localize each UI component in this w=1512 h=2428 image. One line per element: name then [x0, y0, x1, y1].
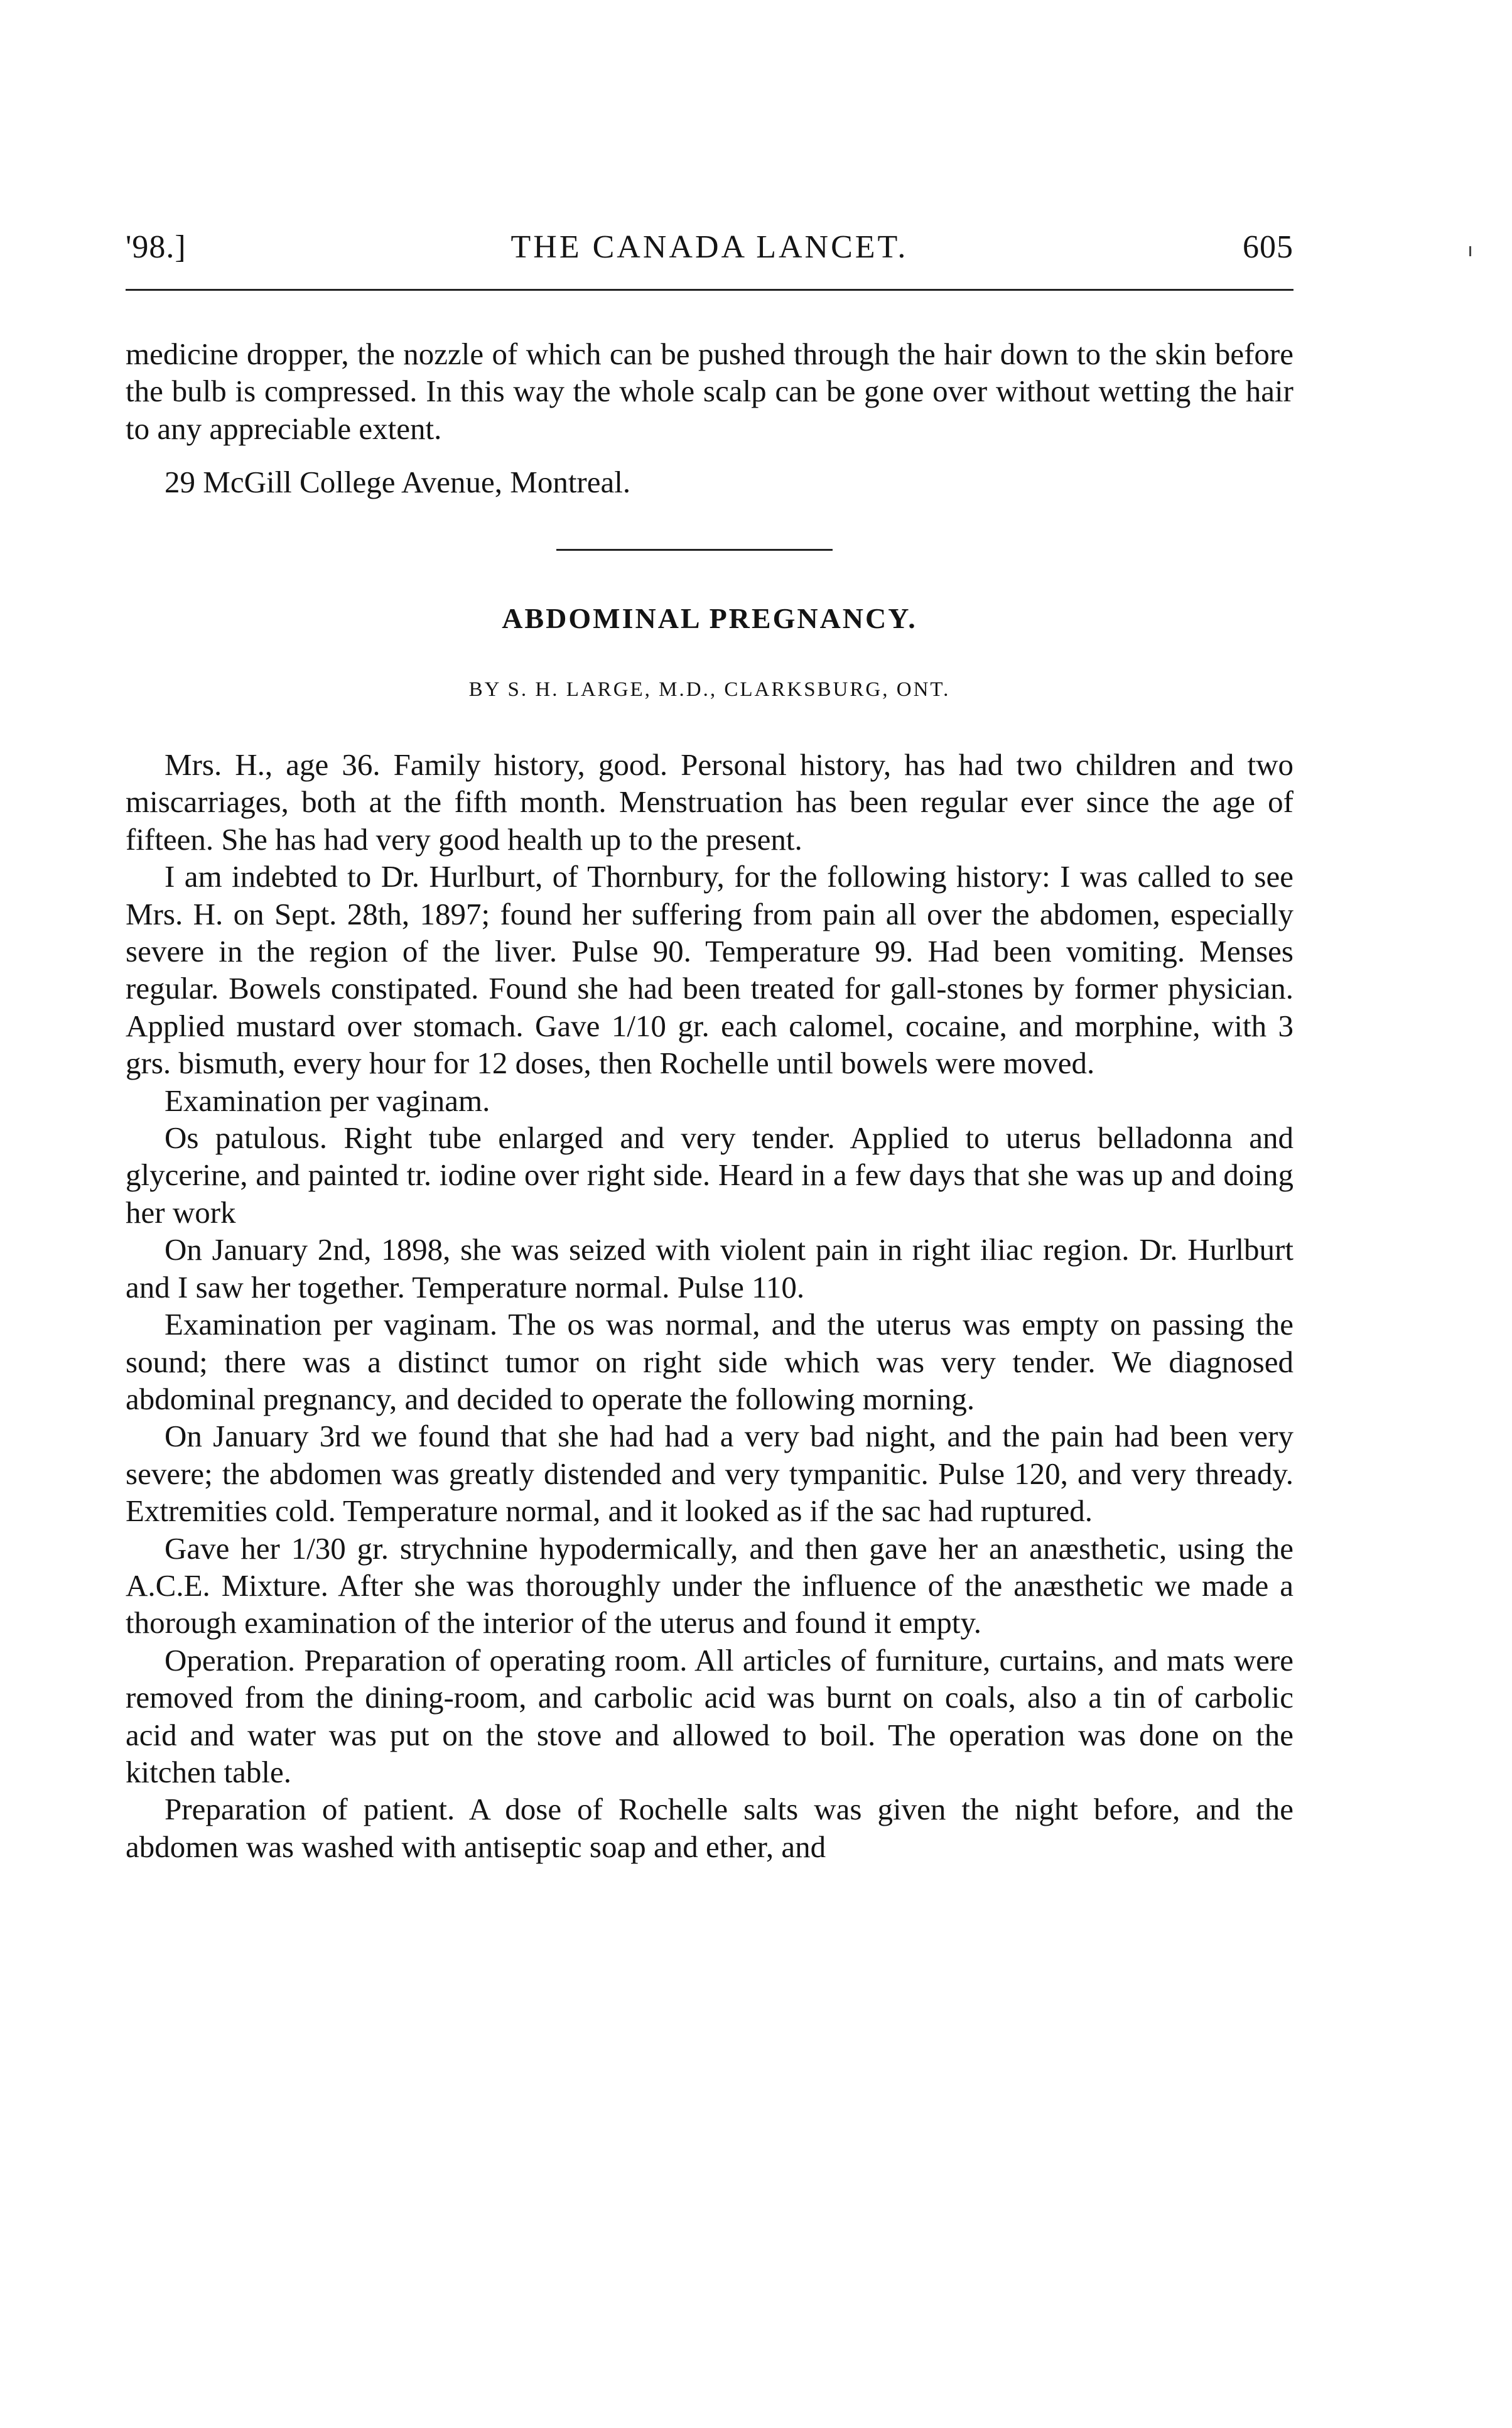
running-head [126, 229, 1293, 273]
paragraph: Gave her 1/30 gr. strychnine hypodermically, and then gave her an anæsthetic, using the A.C.E. Mixture. After she was thoroughly under the influence of the anæsthetic we made a thorough examination of the interior of the uterus and found it empty. [126, 1531, 1293, 1640]
article-byline: BY S. H. LARGE, M.D., CLARKSBURG, ONT. [468, 678, 951, 701]
paragraph: Preparation of patient. A dose of Rochelle salts was given the night before, and the abdomen was washed with antiseptic soap and ether, and [126, 1792, 1293, 1864]
author-address: 29 McGill College Avenue, Montreal. [165, 465, 631, 499]
paragraph: Operation. Preparation of operating room. All articles of furniture, curtains, and mats were removed from the dining-room, and carbolic acid was burnt on coals, also a tin of carbolic acid and water was put on the stove and allowed to boil. The operation was done on the kitchen table. [126, 1642, 1293, 1789]
year-reference: '98.] [126, 229, 186, 265]
page-number: 605 [1243, 229, 1293, 265]
continued-text: medicine dropper, the nozzle of which can be pushed through the hair down to the skin before the bulb is compressed. In this way the whole scalp can be gone over without wetting the hair to any appreciable extent. [126, 337, 1293, 446]
article-title: ABDOMINAL PREGNANCY. [502, 602, 917, 634]
article-body [126, 746, 1293, 1865]
paragraph: On January 3rd we found that she had had a very bad night, and the pain had been very severe; the abdomen was greatly distended and very tympanitic. Pulse 120, and very thready. Extremities cold. Temperature normal, and it looked as if the sac had ruptured. [126, 1419, 1293, 1529]
paragraph: Os patulous. Right tube enlarged and very tender. Applied to uterus belladonna and glycerine, and painted tr. iodine over right side. Heard in a few days that she was up and doing her work [126, 1120, 1293, 1230]
journal-title: THE CANADA LANCET. [510, 229, 909, 265]
paragraph: On January 2nd, 1898, she was seized with violent pain in right iliac region. Dr. Hurlburt and I saw her together. Temperature normal. Pulse 110. [126, 1232, 1293, 1304]
paragraph: I am indebted to Dr. Hurlburt, of Thornbury, for the following history: I was called to see Mrs. H. on Sept. 28th, 1897; found her suffering from pain all over the abdomen, especially severe in the region of the liver. Pulse 90. Temperature 99. Had been vomiting. Menses regular. Bowels constipated. Found she had been treated for gall-stones by former physician. Applied mustard over stomach. Gave 1/10 gr. each calomel, cocaine, and morphine, with 3 grs. bismuth, every hour for 12 doses, then Rochelle until bowels were moved. [126, 859, 1293, 1081]
section-divider [556, 549, 833, 551]
paragraph: Examination per vaginam. [165, 1083, 490, 1118]
header-rule [126, 289, 1293, 291]
paragraph: Examination per vaginam. The os was normal, and the uterus was empty on passing the sound; there was a distinct tumor on right side which was very tender. We diagnosed abdominal pregnancy, and decided to operate the following morning. [126, 1307, 1293, 1416]
paragraph: Mrs. H., age 36. Family history, good. Personal history, has had two children and two miscarriages, both at the fifth month. Menstruation has been regular ever since the age of fifteen. She has had very good health up to the present. [126, 747, 1293, 857]
stray-mark [1469, 246, 1471, 256]
